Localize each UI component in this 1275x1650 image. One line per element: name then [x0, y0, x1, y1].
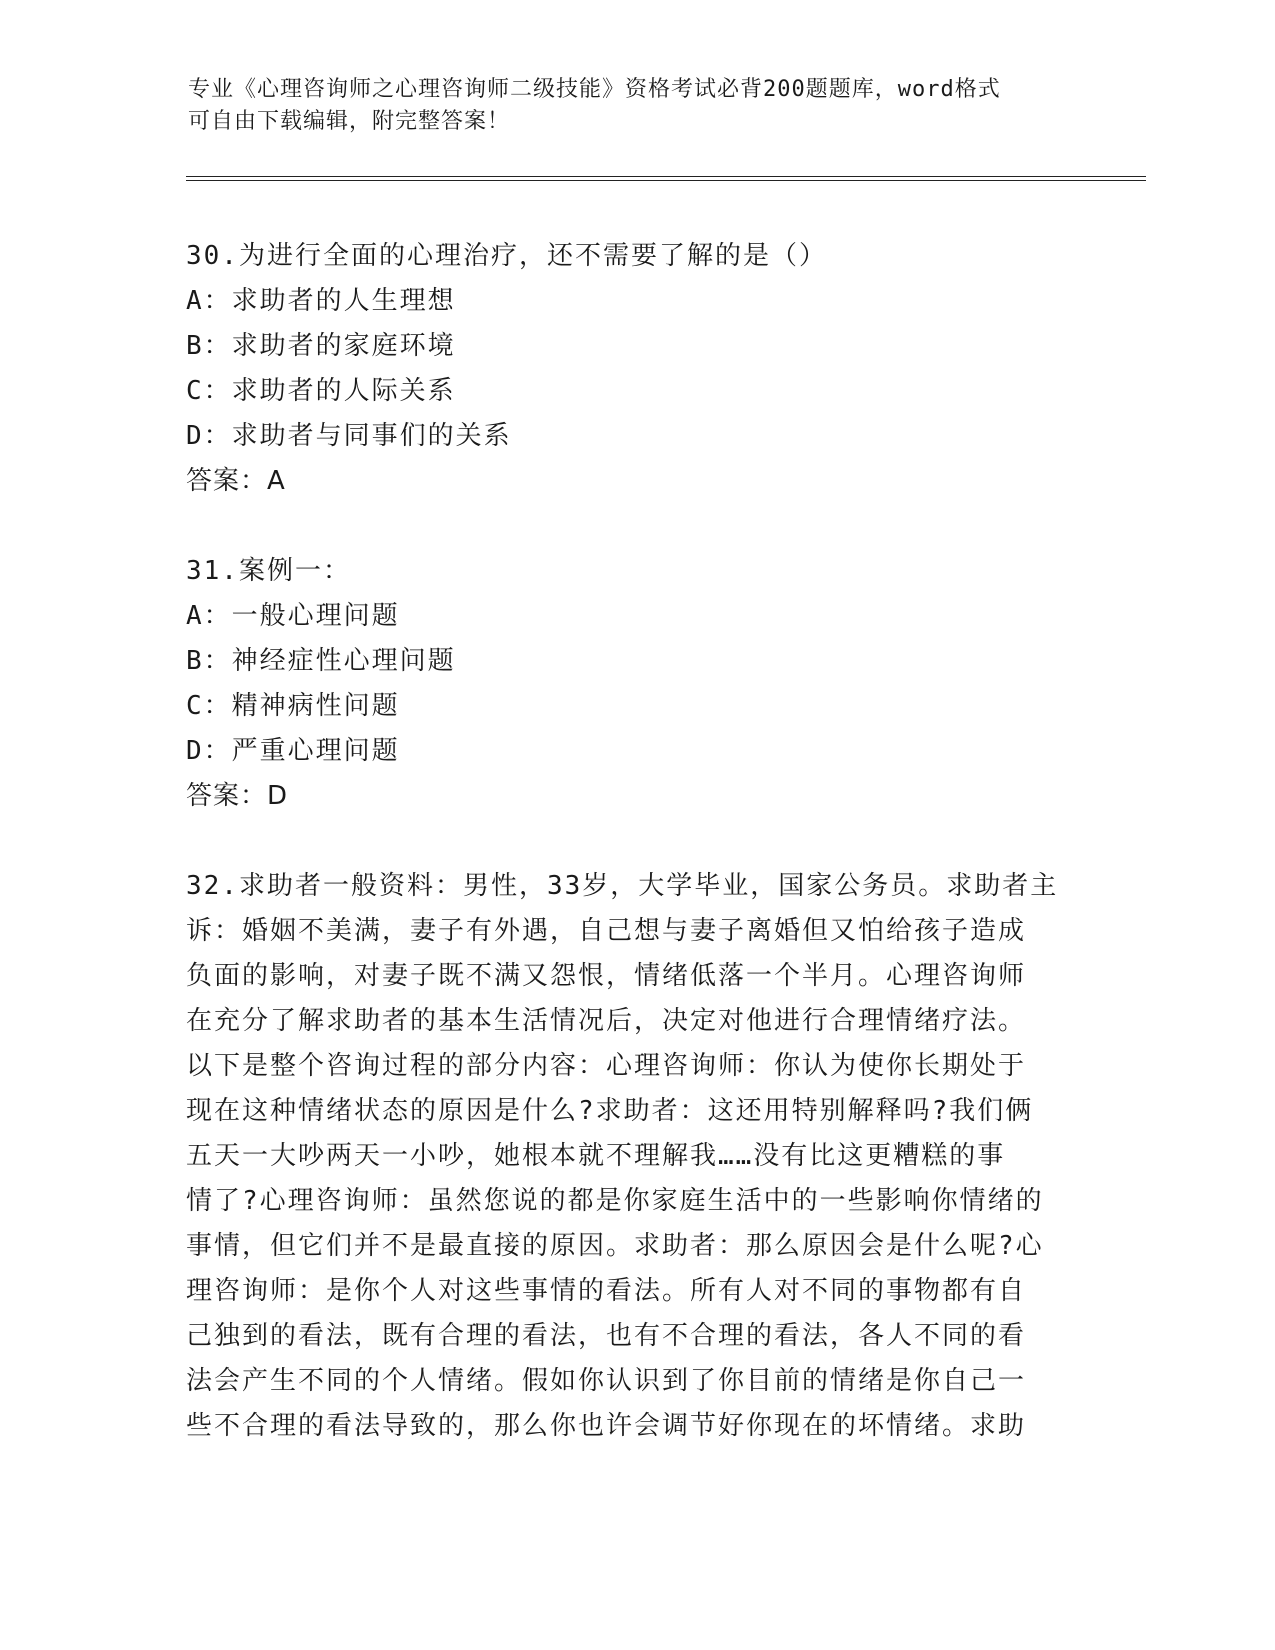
- paragraph-line: 五天一大吵两天一小吵，她根本就不理解我……没有比这更糟糕的事: [186, 1141, 1006, 1171]
- paragraph-line: 32.求助者一般资料：男性，33岁，大学毕业，国家公务员。求助者主: [186, 871, 1059, 901]
- option-a: A：求助者的人生理想: [186, 286, 456, 316]
- paragraph-line: 事情，但它们并不是最直接的原因。求助者：那么原因会是什么呢?心: [186, 1231, 1044, 1261]
- option-d: D：严重心理问题: [186, 736, 400, 766]
- answer-label: 答案：D: [186, 781, 289, 811]
- question-31: [186, 549, 1086, 819]
- paragraph-line: 些不合理的看法导致的，那么你也许会调节好你现在的坏情绪。求助: [186, 1411, 1027, 1441]
- paragraph-line: 以下是整个咨询过程的部分内容：心理咨询师：你认为使你长期处于: [186, 1051, 1027, 1081]
- question-32: [186, 864, 1066, 1449]
- paragraph-line: 己独到的看法，既有合理的看法，也有不合理的看法，各人不同的看: [186, 1321, 1027, 1351]
- paragraph-line: 现在这种情绪状态的原因是什么?求助者：这还用特别解释吗?我们俩: [186, 1096, 1034, 1126]
- paragraph-line: 负面的影响，对妻子既不满又怨恨，情绪低落一个半月。心理咨询师: [186, 961, 1027, 991]
- paragraph-line: 情了?心理咨询师：虽然您说的都是你家庭生活中的一些影响你情绪的: [186, 1186, 1044, 1216]
- paragraph-line: 理咨询师：是你个人对这些事情的看法。所有人对不同的事物都有自: [186, 1276, 1027, 1306]
- option-c: C：求助者的人际关系: [186, 376, 456, 406]
- paragraph-line: 诉：婚姻不美满，妻子有外遇，自己想与妻子离婚但又怕给孩子造成: [186, 916, 1027, 946]
- question-stem: 30.为进行全面的心理治疗，还不需要了解的是（）: [186, 241, 827, 271]
- paragraph-line: 在充分了解求助者的基本生活情况后，决定对他进行合理情绪疗法。: [186, 1006, 1027, 1036]
- option-b: B：神经症性心理问题: [186, 646, 456, 676]
- option-d: D：求助者与同事们的关系: [186, 421, 512, 451]
- answer-label: 答案：A: [186, 466, 286, 496]
- option-b: B：求助者的家庭环境: [186, 331, 456, 361]
- question-30: [186, 234, 1086, 504]
- question-list: [186, 234, 1086, 1494]
- header-line-2: 可自由下载编辑，附完整答案！: [188, 109, 511, 134]
- paragraph-line: 法会产生不同的个人情绪。假如你认识到了你目前的情绪是你自己一: [186, 1366, 1027, 1396]
- question-stem: 31.案例一：: [186, 556, 351, 586]
- document-header: [188, 74, 1068, 138]
- header-line-1: 专业《心理咨询师之心理咨询师二级技能》资格考试必背200题题库，word格式: [188, 77, 1001, 102]
- option-a: A：一般心理问题: [186, 601, 400, 631]
- header-divider-bottom: [186, 180, 1146, 181]
- header-divider-top: [186, 176, 1146, 177]
- option-c: C：精神病性问题: [186, 691, 400, 721]
